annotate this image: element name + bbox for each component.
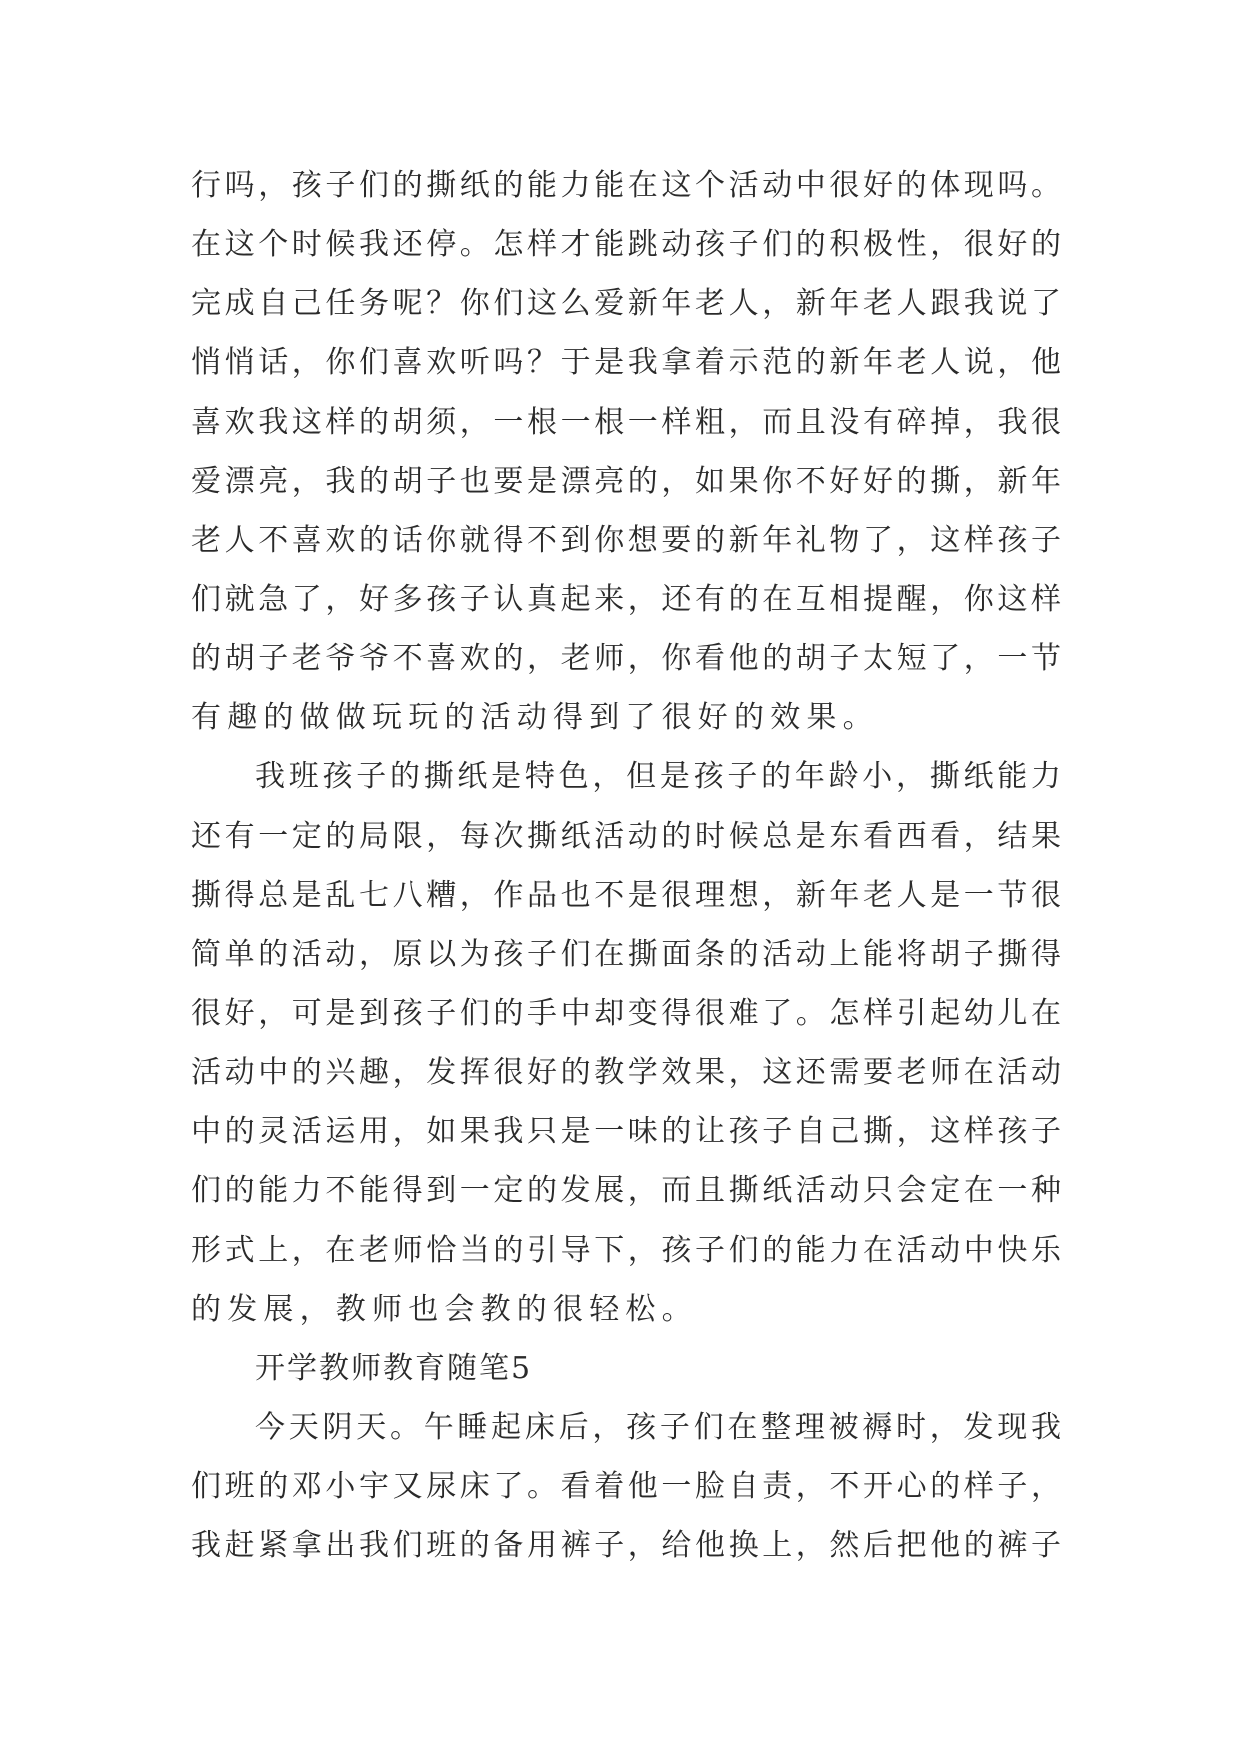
text-line: 老人不喜欢的话你就得不到你想要的新年礼物了，这样孩子 bbox=[191, 522, 1061, 558]
text-line: 形式上，在老师恰当的引导下，孩子们的能力在活动中快乐 bbox=[191, 1232, 1061, 1268]
text-line: 们就急了，好多孩子认真起来，还有的在互相提醒，你这样 bbox=[191, 581, 1061, 617]
paragraph-first-line: 今天阴天。午睡起床后，孩子们在整理被褥时，发现我 bbox=[255, 1409, 1061, 1445]
text-line: 中的灵活运用，如果我只是一味的让孩子自己撕，这样孩子 bbox=[191, 1114, 1061, 1150]
text-line: 喜欢我这样的胡须，一根一根一样粗，而且没有碎掉，我很 bbox=[191, 404, 1061, 440]
paragraph-first-line: 我班孩子的撕纸是特色，但是孩子的年龄小，撕纸能力 bbox=[255, 759, 1061, 795]
paragraph-end-line: 的发展，教师也会教的很轻松。 bbox=[191, 1291, 698, 1327]
text-line: 爱漂亮，我的胡子也要是漂亮的，如果你不好好的撕，新年 bbox=[191, 463, 1061, 499]
text-line: 完成自己任务呢？你们这么爱新年老人，新年老人跟我说了 bbox=[191, 286, 1061, 322]
paragraph-end-line: 有趣的做做玩玩的活动得到了很好的效果。 bbox=[191, 700, 879, 736]
section-heading: 开学教师教育随笔5 bbox=[255, 1350, 533, 1386]
text-line: 活动中的兴趣，发挥很好的教学效果，这还需要老师在活动 bbox=[191, 1055, 1061, 1091]
text-line: 的胡子老爷爷不喜欢的，老师，你看他的胡子太短了，一节 bbox=[191, 641, 1061, 677]
text-line: 简单的活动，原以为孩子们在撕面条的活动上能将胡子撕得 bbox=[191, 936, 1061, 972]
text-line: 还有一定的局限，每次撕纸活动的时候总是东看西看，结果 bbox=[191, 818, 1061, 854]
text-line: 们的能力不能得到一定的发展，而且撕纸活动只会定在一种 bbox=[191, 1173, 1061, 1209]
text-line: 很好，可是到孩子们的手中却变得很难了。怎样引起幼儿在 bbox=[191, 995, 1061, 1031]
text-line: 在这个时候我还停。怎样才能跳动孩子们的积极性，很好的 bbox=[191, 227, 1061, 263]
document-body bbox=[191, 156, 1061, 1575]
text-line: 悄悄话，你们喜欢听吗？于是我拿着示范的新年老人说，他 bbox=[191, 345, 1061, 381]
text-line: 们班的邓小宇又尿床了。看着他一脸自责，不开心的样子， bbox=[191, 1469, 1061, 1505]
text-line: 撕得总是乱七八糟，作品也不是很理想，新年老人是一节很 bbox=[191, 877, 1061, 913]
text-line: 行吗，孩子们的撕纸的能力能在这个活动中很好的体现吗。 bbox=[191, 168, 1061, 203]
text-line: 我赶紧拿出我们班的备用裤子，给他换上，然后把他的裤子 bbox=[191, 1528, 1061, 1564]
